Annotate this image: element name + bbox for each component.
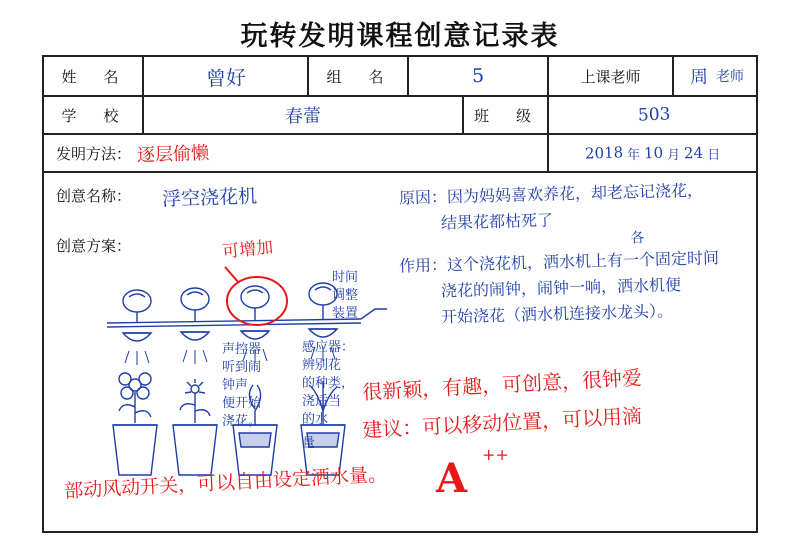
annotation-voice-l2: 听到闹 <box>222 360 262 375</box>
school-value[interactable]: 春蕾 <box>144 97 464 133</box>
table-row <box>44 97 756 135</box>
grade-plus: ++ <box>482 445 509 464</box>
name-label: 姓 名 <box>44 57 144 95</box>
teacher-suffix: 老师 <box>716 69 744 85</box>
teacher-comment-line-1: 很新颖，有趣，可创意，很钟爱 <box>361 365 643 405</box>
teacher-comment-bottom: 部动风动开关，可以自由设定洒水量。 <box>63 463 388 503</box>
annotation-sensor: 感应器： <box>302 340 355 355</box>
school-label: 学 校 <box>44 97 144 133</box>
teacher-value[interactable]: 周 老师 <box>689 66 744 89</box>
idea-body-area <box>44 173 756 531</box>
annotation-voice-l4: 便开始 <box>222 396 262 411</box>
idea-name-value[interactable]: 浮空浇花机 <box>161 185 258 211</box>
name-value[interactable]: 曾好 <box>144 57 309 95</box>
annotation-red-add: 可增加 <box>221 237 275 263</box>
table-row <box>44 135 756 173</box>
date-cell[interactable] <box>549 135 760 171</box>
date-year-unit: 年 <box>626 147 640 163</box>
invention-method-value: 逐层偷懒 <box>136 142 210 167</box>
function-line-3: 开始浇花（洒水机连接水龙头）。 <box>440 301 674 327</box>
teacher-label: 上课老师 <box>549 57 674 95</box>
reason-line-1: 原因：因为妈妈喜欢养花，却老忘记浇花， <box>398 180 704 208</box>
grade-badge: A <box>436 455 468 502</box>
record-form-table <box>42 55 758 533</box>
function-line-2: 浇花的闹钟，闹钟一响，洒水机便 <box>440 275 682 301</box>
date-month-unit: 月 <box>667 147 681 163</box>
page-title: 玩转发明课程创意记录表 <box>240 21 560 52</box>
annotation-voice-l3: 钟声 <box>222 378 249 393</box>
annotation-sensor-l4: 浇适当 <box>302 394 342 409</box>
function-line-1: 各 作用：这个浇花机，洒水机上有一个固定时间 <box>399 244 750 279</box>
class-label: 班 级 <box>464 97 549 133</box>
date-day: 24 <box>683 143 704 163</box>
teacher-comment <box>361 363 752 443</box>
group-value[interactable]: 5 <box>409 57 549 95</box>
idea-plan-label: 创意方案： <box>56 237 132 255</box>
annotation-voice-l5: 浇花。 <box>222 414 262 429</box>
date-month: 10 <box>643 143 664 163</box>
function-side-note: 各 <box>630 230 645 247</box>
reason-and-function-text <box>399 181 749 327</box>
table-row <box>44 57 756 97</box>
class-value[interactable]: 503 <box>637 104 672 126</box>
annotation-sensor-l2: 辨别花 <box>302 358 342 373</box>
reason-line-2: 结果花都枯死了 <box>440 210 554 233</box>
annotation-adjust: 调整 <box>332 288 359 303</box>
teacher-comment-line-2: 建议：可以移动位置，可以用滴 <box>361 403 643 443</box>
annotation-sensor-l3: 的种类， <box>302 376 355 391</box>
date-day-unit: 日 <box>707 147 721 163</box>
invention-method-cell[interactable] <box>44 135 549 171</box>
annotation-sensor-l5: 的水 <box>302 412 329 427</box>
invention-method-label: 发明方法： <box>56 144 132 163</box>
annotation-voice-l1: 声控器 <box>222 342 262 357</box>
group-label: 组 名 <box>309 57 409 95</box>
annotation-sensor-l6: 量 <box>302 436 316 451</box>
annotation-device: 装置 <box>332 306 359 321</box>
annotation-time: 时间 <box>332 270 359 285</box>
idea-name-label: 创意名称： <box>56 187 132 205</box>
date-year: 2018 <box>584 143 624 163</box>
